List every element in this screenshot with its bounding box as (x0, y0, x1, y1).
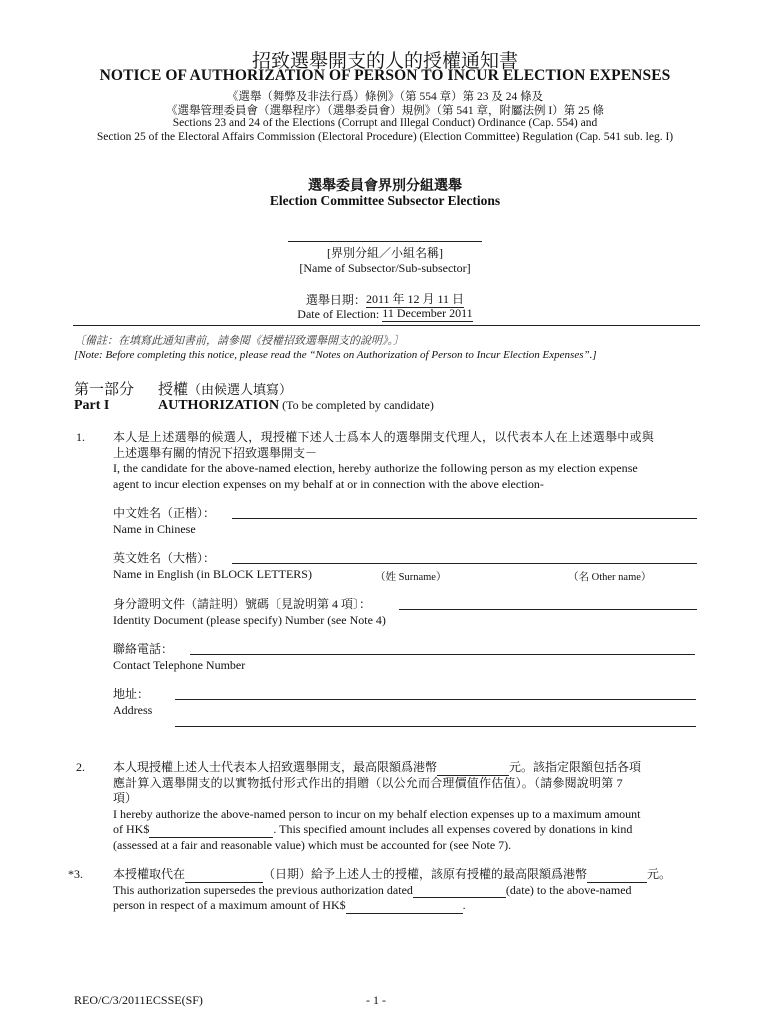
note-cn: 〔備註：在填寫此通知書前，請參閱《授權招致選舉開支的說明》。〕 (74, 335, 404, 347)
phone-label-en: Contact Telephone Number (113, 658, 246, 672)
election-date-label-en: Date of Election: (297, 307, 383, 321)
election-date-value-en: 11 December 2011 (382, 306, 473, 320)
item-2-text (113, 760, 698, 853)
title-chinese: 招致選舉開支的人的授權通知書 (251, 51, 518, 72)
item-2-number: 2. (76, 760, 85, 774)
name-english-field[interactable] (232, 563, 697, 564)
ordinance-ref-en-1: Sections 23 and 24 of the Elections (Corrupt and Illegal Conduct) Ordinance (Cap. 554) and (172, 117, 598, 129)
item-2-text-en-3: (assessed at a fair and reasonable value) which must be accounted for (see Note 7). (113, 837, 512, 852)
item-3-cn-b: （日期）給予上述人士的授權，該原有授權的最高限額爲港幣 (263, 867, 588, 881)
part-label-en: Part I (74, 398, 110, 413)
previous-amount-cn-field[interactable] (587, 869, 647, 883)
item-3-en-2a: person in respect of a maximum amount of HK$ (113, 898, 346, 912)
ordinance-ref-en-2: Section 25 of the Electoral Affairs Commission (Electoral Procedure) (Election Committee) Regulation (Cap. 541 sub. leg. I) (96, 131, 674, 143)
item-1-text-cn-1: 本人是上述選舉的候選人，現授權下述人士爲本人的選舉開支代理人，以代表本人在上述選舉中或與 (113, 430, 655, 444)
id-label-cn: 身分證明文件（請註明）號碼〔見說明第 4 項〕： (113, 597, 372, 611)
note-en: [Note: Before completing this notice, please read the “Notes on Authorization of Person to Incur Election Expenses”.] (74, 349, 597, 361)
phone-label-cn: 聯絡電話： (113, 642, 174, 656)
item-3-en-2b: . (462, 898, 466, 912)
election-title-en: Election Committee Subsector Elections (269, 193, 501, 208)
item-2-cn-1a: 本人現授權上述人士代表本人招致選舉開支，最高限額爲港幣 (113, 760, 438, 774)
item-3-number: *3. (68, 867, 83, 881)
part-heading-en-main: AUTHORIZATION (158, 398, 280, 413)
item-1-text-cn-2: 上述選舉有關的情況下招致選舉開支－ (113, 445, 318, 460)
subsector-name-line[interactable] (288, 241, 482, 242)
name-cn-label-en: Name in Chinese (113, 522, 196, 536)
address-label-en: Address (113, 703, 153, 717)
item-2-text-cn-1 (113, 760, 698, 776)
address-field-line-1[interactable] (175, 699, 696, 700)
item-1-number: 1. (76, 430, 85, 444)
item-3-en-1b: (date) to the above-named (505, 882, 632, 897)
item-1-text-en-1: I, the candidate for the above-named election, hereby authorize the following person as my election expense (113, 461, 638, 475)
part-heading-en-sub: (To be completed by candidate) (279, 398, 434, 412)
name-en-label-en: Name in English (in BLOCK LETTERS) (113, 567, 312, 581)
part-heading-cn-main: 授權 (158, 382, 189, 398)
item-3-text-cn (113, 867, 703, 883)
item-2-text-cn-3: 項） (113, 791, 138, 805)
part-label-cn: 第一部分 (74, 382, 135, 398)
address-field-line-2[interactable] (175, 726, 696, 727)
part-heading-cn-sub: （由候選人填寫） (188, 382, 293, 397)
surname-label: （姓 Surname） (375, 572, 447, 583)
election-title-cn: 選舉委員會界別分組選舉 (308, 179, 462, 194)
page-number: - 1 - (366, 993, 386, 1007)
name-en-label-cn: 英文姓名（大楷）： (113, 551, 216, 565)
max-amount-en-field[interactable] (149, 824, 273, 838)
election-date-value-cn: 2011 年 12 月 11 日 (365, 292, 465, 306)
previous-amount-en-field[interactable] (346, 900, 463, 914)
part-heading-en (158, 398, 434, 414)
ordinance-ref-cn-1: 《選舉（舞弊及非法行爲）條例》（第 554 章）第 23 及 24 條及 (226, 91, 544, 103)
max-amount-cn-field[interactable] (437, 762, 509, 776)
subsector-label-en: [Name of Subsector/Sub-subsector] (299, 261, 471, 275)
subsector-label-cn: [界別分組／小組名稱] (327, 246, 443, 260)
item-2-en-2a: of HK$ (113, 822, 150, 836)
identity-document-field[interactable] (399, 609, 697, 610)
part-heading-cn (158, 378, 292, 399)
previous-date-en-field[interactable] (413, 884, 506, 898)
id-label-en: Identity Document (please specify) Number (see Note 4) (113, 613, 386, 627)
item-2-text-en-1: I hereby authorize the above-named person to incur on my behalf election expenses up to a maximum amount (113, 806, 641, 821)
item-2-cn-1b: 元。該指定限額包括各項 (509, 760, 642, 774)
item-3-text (113, 867, 703, 914)
name-chinese-field[interactable] (232, 518, 697, 519)
other-name-label: （名 Other name） (568, 572, 652, 583)
item-3-text-en-1 (113, 883, 703, 899)
election-date-en (0, 306, 770, 322)
item-2-en-2b: . This specified amount includes all expenses covered by donations in kind (273, 822, 633, 836)
item-3-text-en-2 (113, 898, 703, 914)
contact-phone-field[interactable] (190, 654, 695, 655)
title-english: NOTICE OF AUTHORIZATION OF PERSON TO INCUR ELECTION EXPENSES (99, 67, 671, 84)
election-date-label-cn: 選舉日期： (305, 293, 366, 307)
form-code: REO/C/3/2011ECSSE(SF) (74, 993, 203, 1007)
name-cn-label-cn: 中文姓名（正楷）： (113, 506, 216, 520)
item-1-text (113, 430, 698, 492)
item-2-text-en-2 (113, 822, 698, 838)
item-2-text-cn-2: 應計算入選舉開支的以實物抵付形式作出的捐贈（以公允而合理價值作估值）。（請參閱說明第 7 (113, 775, 623, 790)
ordinance-ref-cn-2: 《選舉管理委員會（選舉程序）（選舉委員會）規例》（第 541 章，附屬法例 I）第 25 條 (166, 105, 604, 117)
previous-date-cn-field[interactable] (185, 869, 263, 883)
divider (73, 325, 700, 326)
item-1-text-en-2: agent to incur election expenses on my behalf at or in connection with the above election- (113, 476, 544, 491)
item-3-cn-c: 元。 (647, 867, 672, 881)
item-3-en-1a: This authorization supersedes the previous authorization dated (113, 882, 413, 897)
address-label-cn: 地址： (113, 687, 150, 701)
item-3-cn-a: 本授權取代在 (113, 867, 186, 881)
